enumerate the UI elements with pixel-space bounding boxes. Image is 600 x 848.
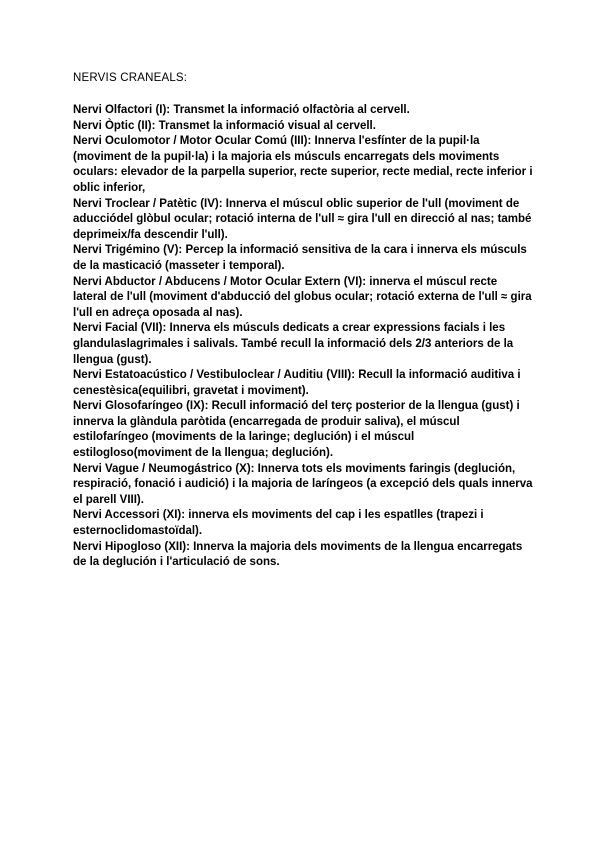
list-item: Nervi Òptic (II): Transmet la informació visual al cervell. xyxy=(73,119,376,132)
list-item: Nervi Estatoacústico / Vestibuloclear / Auditiu (VIII): Recull la informació auditiva i cenestèsica(equilibri, gravetat i moviment). xyxy=(73,369,521,397)
list-item: Nervi Glosofaríngeo (IX): Recull informació del terç posterior de la llengua (gust) i innerva la glàndula paròtida (encarregada de produir saliva), el múscul estilofaríngeo (moviments de la laringe; deglución) i el múscul estilogloso(moviment de la llengua; deglución). xyxy=(73,400,520,460)
list-item: Nervi Troclear / Patètic (IV): Innerva el múscul oblic superior de l'ull (moviment de aducciódel glòbul ocular; rotació interna de l'ull ≈ gira l'ull en direcció al nas; també deprimeix/fa descendir l'ull). xyxy=(73,197,532,241)
list-item: Nervi Facial (VII): Innerva els músculs dedicats a crear expressions facials i les glandulaslagrimales i salivals. També recull la informació dels 2/3 anteriors de la llengua (gust). xyxy=(73,322,514,366)
list-item: Nervi Olfactori (I): Transmet la informació olfactòria al cervell. xyxy=(73,104,410,116)
list-item: Nervi Trigémino (V): Percep la informació sensitiva de la cara i innerva els músculs de la masticació (masseter i temporal). xyxy=(73,244,527,272)
document-title: NERVIS CRANEALS: xyxy=(73,72,188,84)
list-item: Nervi Abductor / Abducens / Motor Ocular Extern (VI): innerva el múscul recte lateral de l'ull (moviment d'abducció del globus ocular; rotació externa de l'ull ≈ gira l'ull en adreça oposada al nas). xyxy=(73,275,532,319)
list-item: Nervi Hipogloso (XII): Innerva la majoria dels moviments de la llengua encarregats de la deglución i l'articulació de sons. xyxy=(73,540,523,569)
cranial-nerves-list xyxy=(73,103,533,571)
list-item: Nervi Oculomotor / Motor Ocular Comú (III): Innerva l'esfínter de la pupil·la (moviment de la pupil·la) i la majoria els músculs encarregats dels moviments oculars: elevador de la parpella superior, recte superior, recte medial, recte inferior i oblic inferior, xyxy=(73,135,533,194)
list-item: Nervi Accessori (XI): innerva els moviments del cap i les espatlles (trapezi i esternoclidomastoïdal). xyxy=(73,509,484,538)
list-item: Nervi Vague / Neumogástrico (X): Innerva tots els moviments faringis (deglución, respiració, fonació i audició) i la majoria de laríngeos (a excepció dels quals innerva el parell VIII). xyxy=(73,462,533,506)
